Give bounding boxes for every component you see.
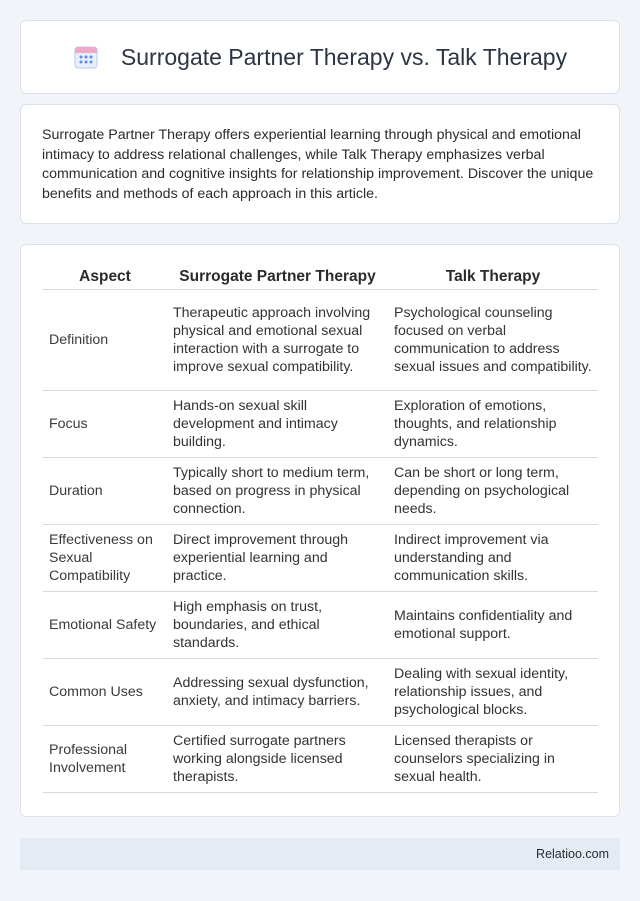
row-surrogate: High emphasis on trust, boundaries, and ethical standards.	[167, 592, 388, 659]
header-surrogate: Surrogate Partner Therapy	[167, 262, 388, 290]
row-aspect: Effectiveness on Sexual Compatibility	[43, 525, 167, 592]
footer	[20, 838, 620, 870]
calendar-icon	[73, 44, 99, 70]
row-talk: Licensed therapists or counselors specializing in sexual health.	[388, 726, 598, 793]
row-aspect: Professional Involvement	[43, 726, 167, 793]
row-surrogate: Direct improvement through experiential learning and practice.	[167, 525, 388, 592]
intro-card	[20, 104, 620, 224]
row-surrogate: Therapeutic approach involving physical and emotional sexual interaction with a surrogate to improve sexual compatibility.	[167, 290, 388, 391]
row-talk: Indirect improvement via understanding and communication skills.	[388, 525, 598, 592]
row-surrogate: Hands-on sexual skill development and intimacy building.	[167, 391, 388, 458]
row-surrogate: Typically short to medium term, based on progress in physical connection.	[167, 458, 388, 525]
header-talk: Talk Therapy	[388, 262, 598, 290]
row-talk: Dealing with sexual identity, relationship issues, and psychological blocks.	[388, 659, 598, 726]
footer-site-link[interactable]: Relatioo.com	[536, 847, 609, 861]
comparison-card	[20, 244, 620, 817]
row-aspect: Focus	[43, 391, 167, 458]
header-aspect: Aspect	[43, 262, 167, 290]
row-talk: Exploration of emotions, thoughts, and relationship dynamics.	[388, 391, 598, 458]
intro-text: Surrogate Partner Therapy offers experiential learning through physical and emotional intimacy to address relational challenges, while Talk Therapy emphasizes verbal communication and cognitive insights for relationship improvement. Discover the unique benefits and methods of each approach in this article.	[42, 127, 594, 202]
table-row	[43, 290, 598, 391]
row-talk: Maintains confidentiality and emotional support.	[388, 592, 598, 659]
comparison-table	[43, 262, 598, 793]
table-row	[43, 391, 598, 458]
row-aspect: Emotional Safety	[43, 592, 167, 659]
row-aspect: Duration	[43, 458, 167, 525]
table-row	[43, 525, 598, 592]
row-surrogate: Addressing sexual dysfunction, anxiety, and intimacy barriers.	[167, 659, 388, 726]
table-row	[43, 659, 598, 726]
table-row	[43, 458, 598, 525]
page-title: Surrogate Partner Therapy vs. Talk Therapy	[120, 43, 568, 70]
header-card	[20, 20, 620, 94]
table-row	[43, 726, 598, 793]
row-talk: Psychological counseling focused on verbal communication to address sexual issues and compatibility.	[388, 290, 598, 391]
table-header-row	[43, 262, 598, 290]
row-surrogate: Certified surrogate partners working alongside licensed therapists.	[167, 726, 388, 793]
row-aspect: Common Uses	[43, 659, 167, 726]
row-aspect: Definition	[43, 290, 167, 391]
row-talk: Can be short or long term, depending on psychological needs.	[388, 458, 598, 525]
table-row	[43, 592, 598, 659]
